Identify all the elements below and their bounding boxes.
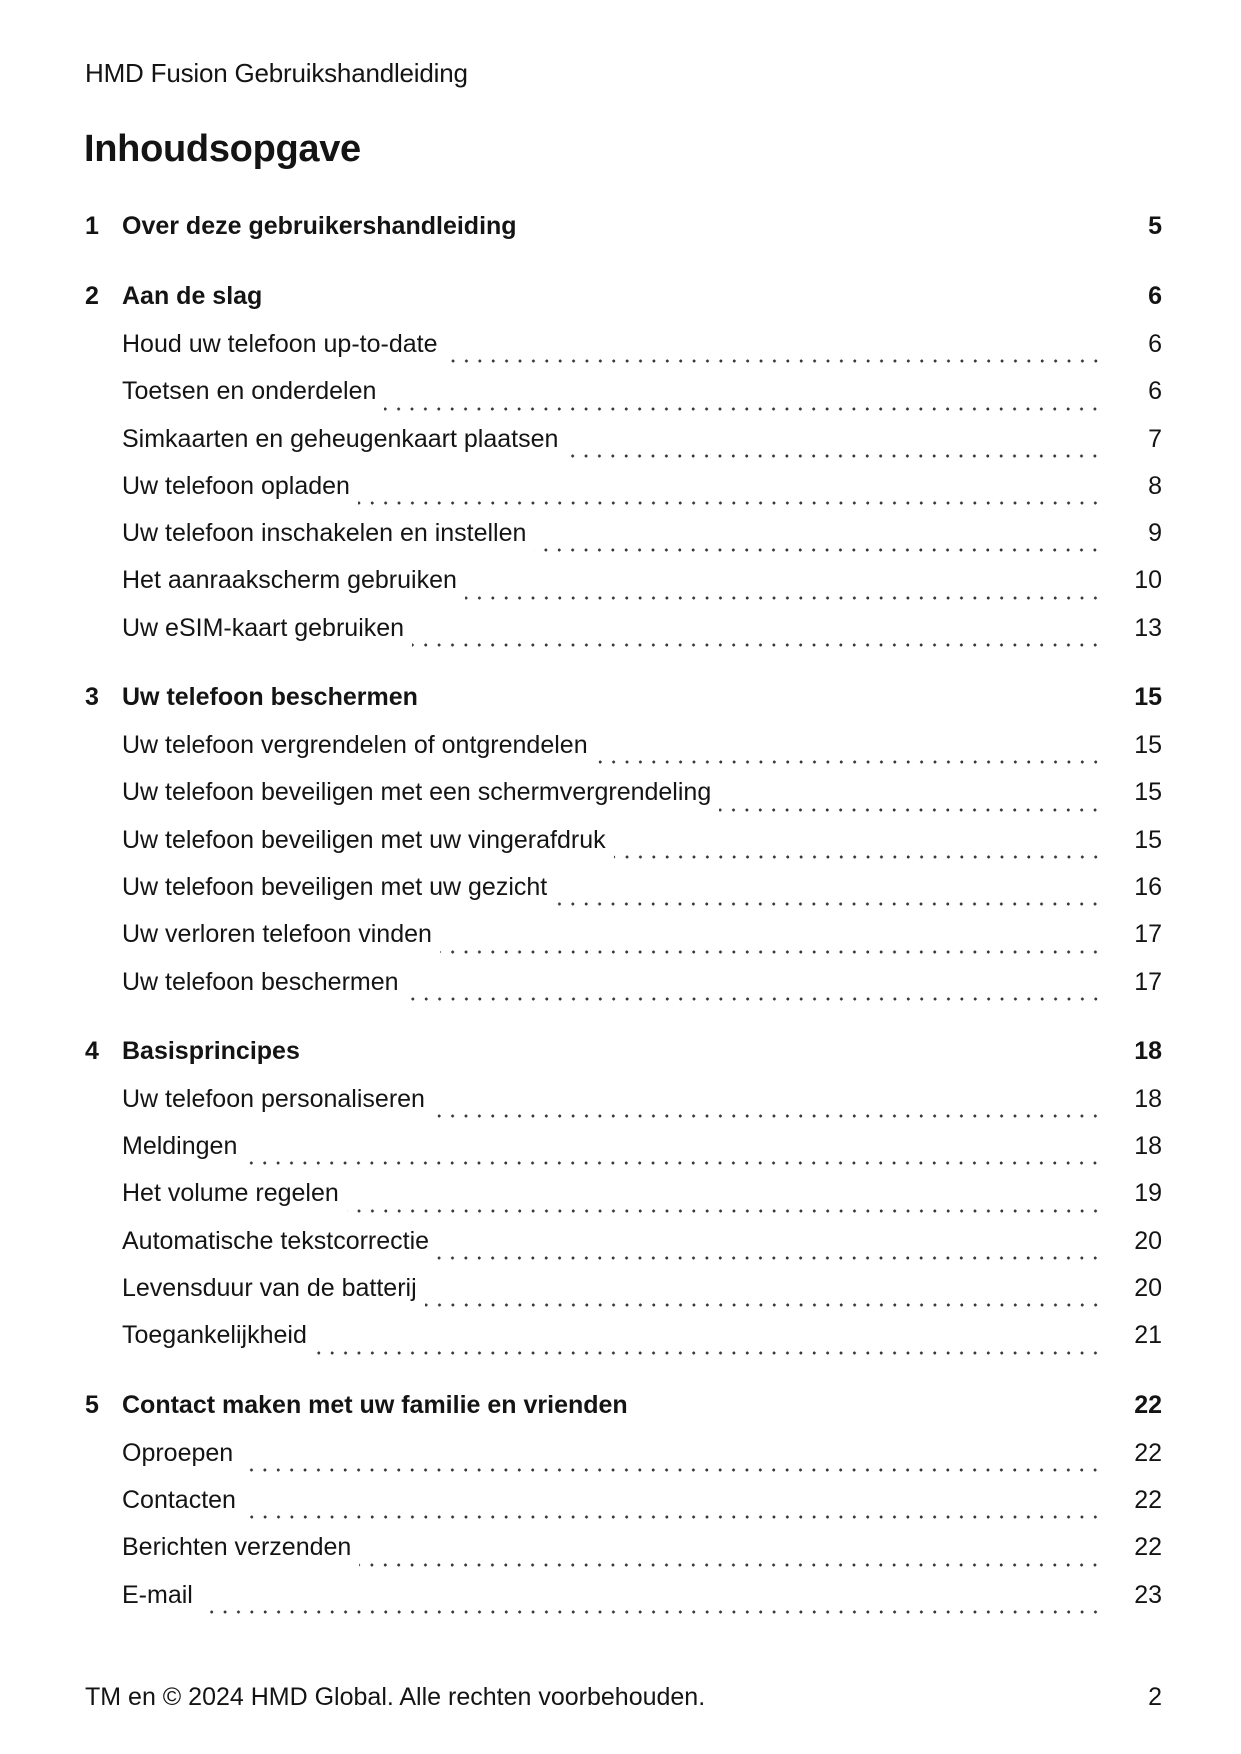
toc-entry[interactable] bbox=[85, 1132, 1162, 1179]
dot-leader bbox=[407, 997, 1102, 1001]
toc-chapter-heading[interactable] bbox=[85, 1391, 1162, 1439]
entry-title: Uw telefoon opladen bbox=[122, 471, 350, 500]
chapter-page-number: 15 bbox=[1134, 683, 1162, 712]
toc-chapter-heading[interactable] bbox=[85, 212, 1162, 260]
dot-leader bbox=[359, 1563, 1102, 1567]
toc-entry[interactable] bbox=[85, 1439, 1162, 1486]
toc-entry[interactable] bbox=[85, 968, 1162, 1015]
toc-entry[interactable] bbox=[85, 1227, 1162, 1274]
toc-entry[interactable] bbox=[85, 731, 1162, 778]
toc-entry[interactable] bbox=[85, 1581, 1162, 1628]
chapter-number: 4 bbox=[85, 1036, 99, 1065]
entry-title: E-mail bbox=[122, 1580, 193, 1609]
table-of-contents bbox=[85, 212, 1162, 1650]
chapter-page-number: 6 bbox=[1148, 282, 1162, 310]
entry-page-number: 13 bbox=[1134, 613, 1162, 642]
entry-page-number: 18 bbox=[1134, 1132, 1162, 1161]
entry-page-number: 22 bbox=[1134, 1533, 1162, 1562]
dot-leader bbox=[241, 1468, 1102, 1472]
dot-leader bbox=[566, 454, 1102, 458]
dot-leader bbox=[719, 808, 1102, 812]
document-header: HMD Fusion Gebruikshandleiding bbox=[85, 58, 468, 88]
dot-leader bbox=[614, 855, 1102, 859]
toc-entry[interactable] bbox=[85, 472, 1162, 519]
entry-title: Simkaarten en geheugenkaart plaatsen bbox=[122, 424, 559, 453]
entry-title: Automatische tekstcorrectie bbox=[122, 1226, 430, 1255]
chapter-title: Contact maken met uw familie en vrienden bbox=[122, 1390, 628, 1419]
entry-page-number: 22 bbox=[1134, 1485, 1162, 1514]
entry-title: Uw verloren telefoon vinden bbox=[122, 920, 432, 949]
entry-title: Het aanraakscherm gebruiken bbox=[122, 566, 457, 595]
entry-page-number: 7 bbox=[1148, 424, 1162, 453]
chapter-page-number: 18 bbox=[1134, 1036, 1162, 1065]
chapter-title: Basisprincipes bbox=[122, 1036, 300, 1065]
dot-leader bbox=[201, 1610, 1102, 1614]
toc-entry[interactable] bbox=[85, 1321, 1162, 1368]
toc-entry[interactable] bbox=[85, 1486, 1162, 1533]
entry-page-number: 15 bbox=[1134, 825, 1162, 854]
chapter-title: Uw telefoon beschermen bbox=[122, 683, 418, 712]
dot-leader bbox=[440, 950, 1102, 954]
page-number: 2 bbox=[1148, 1683, 1162, 1711]
entry-page-number: 20 bbox=[1134, 1226, 1162, 1255]
copyright-text: TM en © 2024 HMD Global. Alle rechten voorbehouden. bbox=[85, 1683, 706, 1711]
dot-leader bbox=[596, 760, 1102, 764]
entry-title: Meldingen bbox=[122, 1132, 238, 1161]
entry-page-number: 15 bbox=[1134, 731, 1162, 760]
entry-title: Uw telefoon personaliseren bbox=[122, 1084, 425, 1113]
toc-entry[interactable] bbox=[85, 873, 1162, 920]
entry-title: Uw telefoon beveiligen met uw vingerafdruk bbox=[122, 825, 606, 854]
toc-entry[interactable] bbox=[85, 566, 1162, 613]
chapter-page-number: 22 bbox=[1134, 1390, 1162, 1419]
dot-leader bbox=[425, 1303, 1102, 1307]
entry-page-number: 15 bbox=[1134, 778, 1162, 807]
toc-chapter-heading[interactable] bbox=[85, 1037, 1162, 1085]
chapter-number: 3 bbox=[85, 683, 99, 712]
entry-title: Uw eSIM-kaart gebruiken bbox=[122, 613, 405, 642]
dot-leader bbox=[555, 902, 1102, 906]
toc-entry[interactable] bbox=[85, 614, 1162, 661]
entry-title: Oproepen bbox=[122, 1438, 234, 1467]
toc-entry[interactable] bbox=[85, 519, 1162, 566]
entry-title: Uw telefoon beveiligen met uw gezicht bbox=[122, 872, 548, 901]
toc-entry[interactable] bbox=[85, 1085, 1162, 1132]
chapter-number: 1 bbox=[85, 212, 99, 240]
entry-page-number: 21 bbox=[1134, 1321, 1162, 1350]
entry-page-number: 9 bbox=[1148, 519, 1162, 548]
page-title: Inhoudsopgave bbox=[84, 128, 361, 170]
toc-chapter bbox=[85, 1391, 1162, 1628]
entry-page-number: 6 bbox=[1148, 330, 1162, 358]
entry-page-number: 20 bbox=[1134, 1274, 1162, 1303]
toc-chapter bbox=[85, 212, 1162, 260]
entry-title: Het volume regelen bbox=[122, 1179, 339, 1208]
toc-chapter bbox=[85, 683, 1162, 1015]
dot-leader bbox=[315, 1351, 1102, 1355]
entry-page-number: 10 bbox=[1134, 566, 1162, 595]
dot-leader bbox=[245, 1161, 1102, 1165]
chapter-number: 2 bbox=[85, 282, 99, 310]
entry-title: Berichten verzenden bbox=[122, 1533, 352, 1562]
page-footer bbox=[85, 1683, 1162, 1712]
dot-leader bbox=[384, 407, 1102, 411]
dot-leader bbox=[412, 643, 1102, 647]
dot-leader bbox=[446, 359, 1103, 363]
toc-entry[interactable] bbox=[85, 1533, 1162, 1580]
toc-chapter-heading[interactable] bbox=[85, 683, 1162, 731]
toc-entry[interactable] bbox=[85, 826, 1162, 873]
entry-title: Levensduur van de batterij bbox=[122, 1274, 417, 1303]
entry-title: Uw telefoon vergrendelen of ontgrendelen bbox=[122, 731, 588, 760]
toc-entry[interactable] bbox=[85, 377, 1162, 424]
entry-title: Toetsen en onderdelen bbox=[122, 377, 377, 406]
dot-leader bbox=[244, 1515, 1102, 1519]
chapter-title: Aan de slag bbox=[122, 282, 263, 310]
entry-page-number: 19 bbox=[1134, 1179, 1162, 1208]
dot-leader bbox=[358, 501, 1102, 505]
entry-page-number: 17 bbox=[1134, 920, 1162, 949]
toc-chapter bbox=[85, 282, 1162, 661]
chapter-page-number: 5 bbox=[1148, 212, 1162, 240]
entry-title: Contacten bbox=[122, 1485, 236, 1514]
dot-leader bbox=[437, 1256, 1102, 1260]
chapter-number: 5 bbox=[85, 1390, 99, 1419]
entry-page-number: 8 bbox=[1148, 471, 1162, 500]
toc-entry[interactable] bbox=[85, 425, 1162, 472]
entry-page-number: 18 bbox=[1134, 1084, 1162, 1113]
toc-entry[interactable] bbox=[85, 778, 1162, 825]
entry-page-number: 22 bbox=[1134, 1438, 1162, 1467]
entry-title: Uw telefoon inschakelen en instellen bbox=[122, 519, 527, 548]
dot-leader bbox=[433, 1114, 1102, 1118]
entry-title: Houd uw telefoon up-to-date bbox=[122, 330, 438, 358]
dot-leader bbox=[347, 1209, 1102, 1213]
chapter-title: Over deze gebruikershandleiding bbox=[122, 212, 517, 240]
entry-page-number: 23 bbox=[1134, 1580, 1162, 1609]
entry-page-number: 6 bbox=[1148, 377, 1162, 406]
entry-title: Uw telefoon beschermen bbox=[122, 967, 399, 996]
entry-title: Toegankelijkheid bbox=[122, 1321, 307, 1350]
toc-chapter-heading[interactable] bbox=[85, 282, 1162, 330]
toc-entry[interactable] bbox=[85, 330, 1162, 377]
toc-entry[interactable] bbox=[85, 1179, 1162, 1226]
toc-chapter bbox=[85, 1037, 1162, 1369]
dot-leader bbox=[465, 596, 1102, 600]
toc-entry[interactable] bbox=[85, 920, 1162, 967]
entry-title: Uw telefoon beveiligen met een schermvergrendeling bbox=[122, 778, 712, 807]
entry-page-number: 16 bbox=[1134, 872, 1162, 901]
dot-leader bbox=[534, 548, 1102, 552]
entry-page-number: 17 bbox=[1134, 967, 1162, 996]
toc-entry[interactable] bbox=[85, 1274, 1162, 1321]
